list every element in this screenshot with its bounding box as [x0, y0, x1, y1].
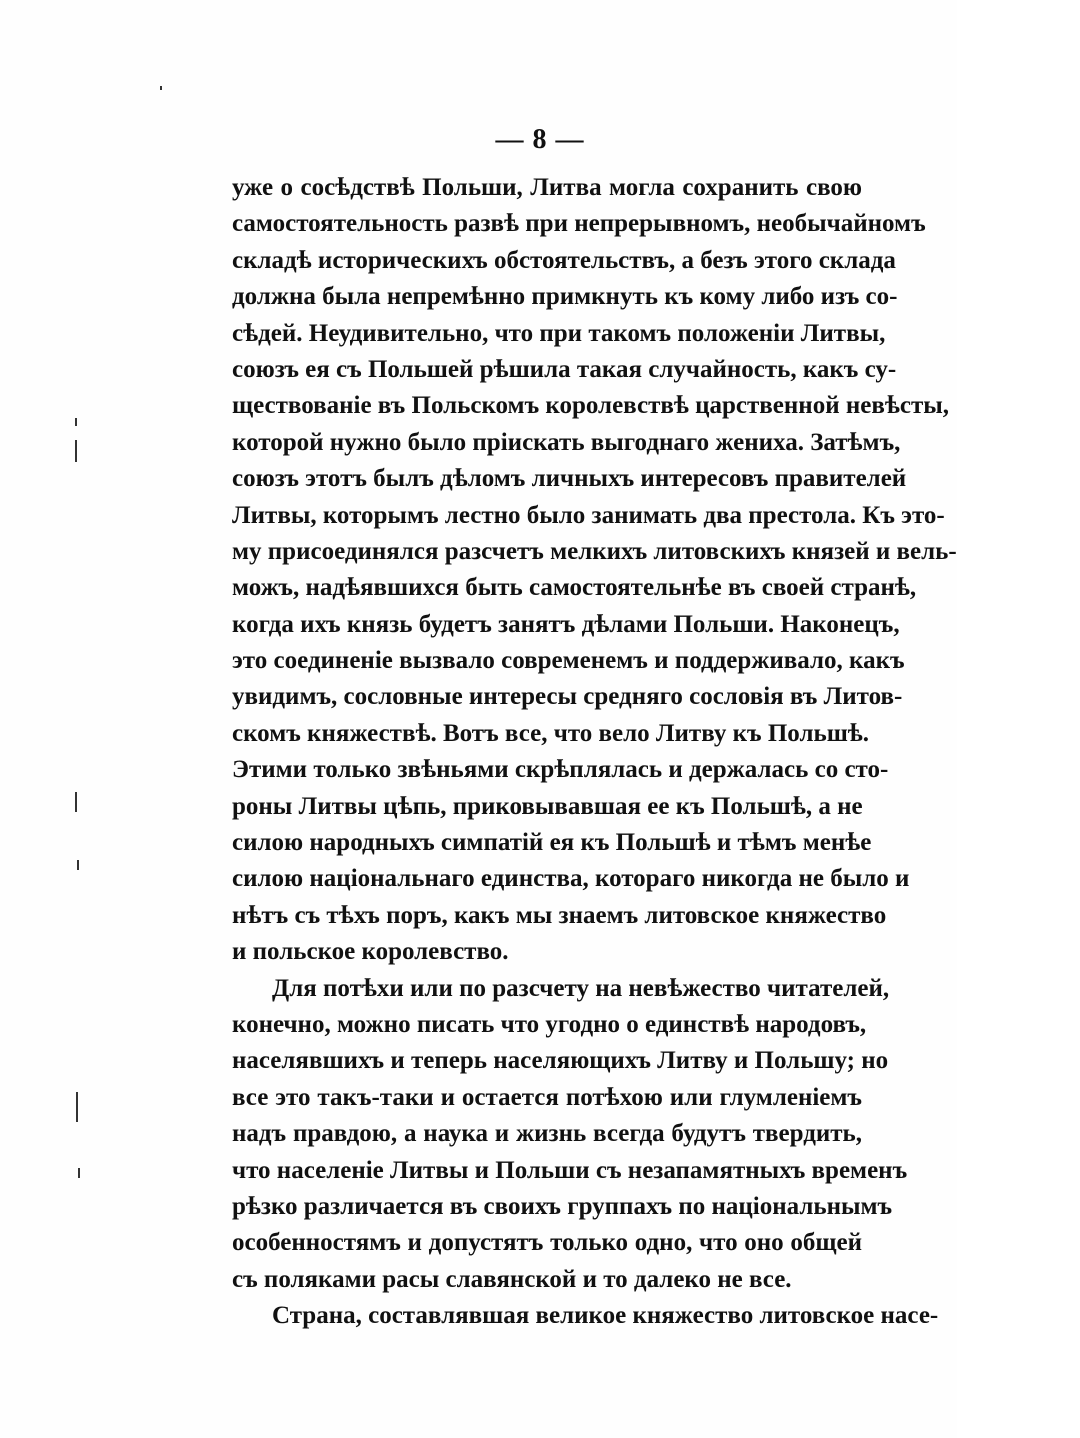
- text-line: это соединенiе вызвало современемъ и поддерживало, какъ: [232, 647, 905, 675]
- text-line: надъ правдою, а наука и жизнь всегда будутъ твердить,: [232, 1120, 862, 1148]
- text-line: можъ, надѣявшихся быть самостоятельнѣе въ своей странѣ,: [232, 574, 917, 602]
- scan-speck: [75, 440, 77, 462]
- text-line: самостоятельность развѣ при непрерывномъ, необычайномъ: [232, 210, 926, 238]
- scan-speck: [160, 86, 162, 90]
- text-line: Для потѣхи или по разсчету на невѣжество читателей,: [272, 974, 890, 1002]
- text-line: сѣдей. Неудивительно, что при такомъ положенiи Литвы,: [232, 319, 886, 347]
- text-line: особенностямъ и допустятъ только одно, что оно общей: [232, 1229, 862, 1257]
- text-line: что населенiе Литвы и Польши съ незапамятныхъ временъ: [232, 1156, 908, 1184]
- text-line: должна была непремѣнно примкнуть къ кому либо изъ со-: [232, 283, 898, 311]
- text-line: и польское королевство.: [232, 938, 509, 966]
- text-line: союзъ этотъ былъ дѣломъ личныхъ интересовъ правителей: [232, 465, 907, 493]
- text-line: нѣтъ съ тѣхъ поръ, какъ мы знаемъ литовское княжество: [232, 901, 887, 929]
- text-line: союзъ ея съ Польшей рѣшила такая случайность, какъ су-: [232, 355, 897, 383]
- scan-speck: [75, 418, 77, 426]
- text-line: силою нацiональнаго единства, котораго никогда не было и: [232, 865, 910, 893]
- body-text: [232, 170, 957, 1335]
- text-line: конечно, можно писать что угодно о единствѣ народовъ,: [232, 1010, 867, 1038]
- text-line: силою народныхъ симпатiй ея къ Польшѣ и тѣмъ менѣе: [232, 829, 872, 857]
- scan-speck: [78, 1168, 80, 1178]
- scan-speck: [75, 792, 77, 812]
- text-line: которой нужно было прiискать выгоднаго жениха. Затѣмъ,: [232, 428, 901, 456]
- text-line: роны Литвы цѣпь, приковывавшая ее къ Польшѣ, а не: [232, 792, 863, 820]
- text-line: уже о сосѣдствѣ Польши, Литва могла сохранить свою: [232, 174, 862, 201]
- text-line: Страна, составлявшая великое княжество литовское насе-: [272, 1302, 939, 1330]
- text-line: когда ихъ князь будетъ занятъ дѣлами Польши. Наконецъ,: [232, 610, 900, 638]
- text-line: Литвы, которымъ лестно было занимать два престола. Къ это-: [232, 501, 945, 529]
- text-line: увидимъ, сословные интересы средняго сословiя въ Литов-: [232, 683, 903, 711]
- text-line: скомъ княжествѣ. Вотъ все, что вело Литву къ Польшѣ.: [232, 719, 870, 747]
- text-line: съ поляками расы славянской и то далеко не все.: [232, 1265, 792, 1293]
- page-number: — 8 —: [495, 124, 585, 155]
- scan-speck: [76, 1092, 78, 1122]
- text-line: все это такъ-таки и остается потѣхою или глумленiемъ: [232, 1083, 862, 1111]
- text-line: Этими только звѣньями скрѣплялась и держалась со сто-: [232, 756, 889, 784]
- text-line: му присоединялся разсчетъ мелкихъ литовскихъ князей и вель-: [232, 537, 957, 565]
- text-line: складѣ историческихъ обстоятельствъ, а безъ этого склада: [232, 246, 896, 274]
- scan-speck: [77, 860, 79, 870]
- text-line: рѣзко различается въ своихъ группахъ по нацiональнымъ: [232, 1192, 893, 1220]
- text-line: населявшихъ и теперь населяющихъ Литву и Польшу; но: [232, 1047, 889, 1075]
- text-line: ществованiе въ Польскомъ королевствѣ царственной невѣсты,: [232, 392, 950, 420]
